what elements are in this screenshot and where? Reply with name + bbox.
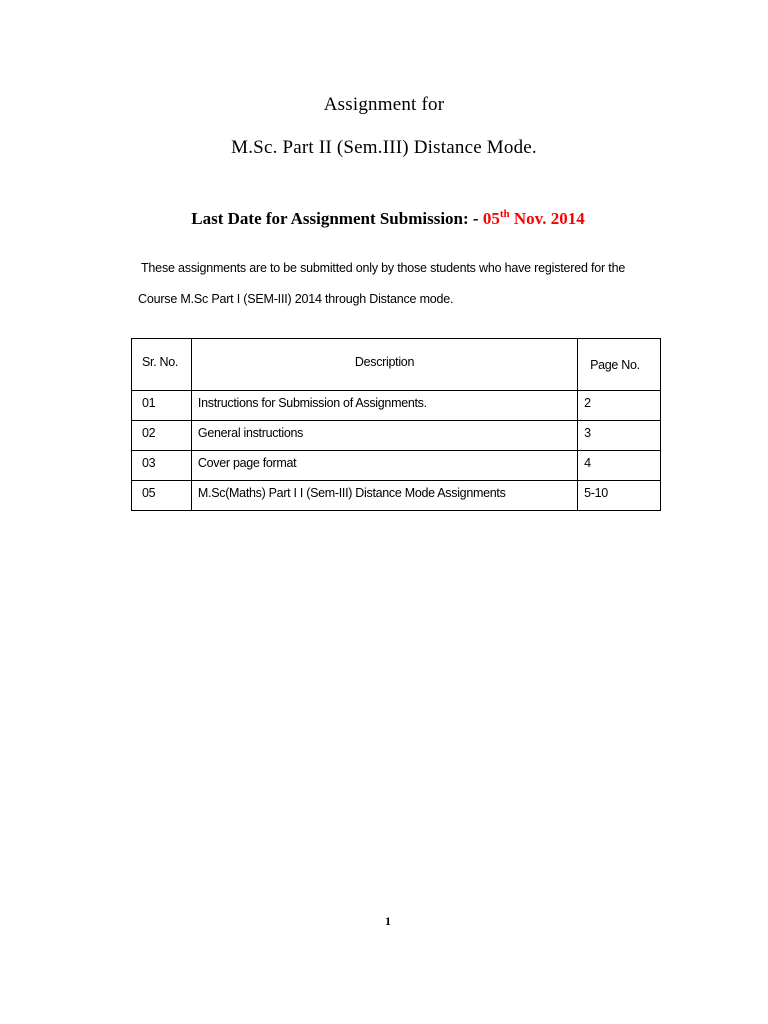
intro-line-2: Course M.Sc Part I (SEM-III) 2014 through Distance mode. (138, 292, 454, 306)
cell-description: Cover page format (191, 451, 577, 481)
cell-description: General instructions (191, 421, 577, 451)
page-number: 1 (385, 914, 391, 928)
deadline-date (483, 209, 585, 228)
header-page-no: Page No. (578, 339, 661, 391)
cell-description: Instructions for Submission of Assignments. (191, 391, 577, 421)
table-row (132, 451, 661, 481)
document-subtitle: M.Sc. Part II (Sem.III) Distance Mode. (231, 137, 537, 158)
submission-deadline (0, 209, 768, 229)
deadline-day-suffix: th (499, 208, 510, 220)
cell-page-no: 2 (578, 391, 661, 421)
header-sr-no: Sr. No. (132, 339, 192, 391)
document-title: Assignment for (323, 94, 445, 115)
header-description: Description (191, 339, 577, 391)
cell-sr-no: 02 (132, 421, 192, 451)
cell-page-no: 4 (578, 451, 661, 481)
cell-page-no: 5-10 (578, 481, 661, 511)
table-row (132, 481, 661, 511)
table-row (132, 391, 661, 421)
deadline-label: Last Date for Assignment Submission: - (191, 209, 483, 228)
intro-line-1: These assignments are to be submitted only by those students who have registered for the (141, 261, 626, 275)
table-header-row (132, 339, 661, 391)
table-row (132, 421, 661, 451)
deadline-month-year: Nov. 2014 (509, 209, 585, 228)
cell-sr-no: 01 (132, 391, 192, 421)
cell-description: M.Sc(Maths) Part I I (Sem-III) Distance Mode Assignments (191, 481, 577, 511)
contents-table (131, 338, 661, 511)
cell-sr-no: 05 (132, 481, 192, 511)
cell-page-no: 3 (578, 421, 661, 451)
deadline-day: 05 (482, 209, 500, 228)
intro-paragraph (138, 253, 698, 315)
cell-sr-no: 03 (132, 451, 192, 481)
